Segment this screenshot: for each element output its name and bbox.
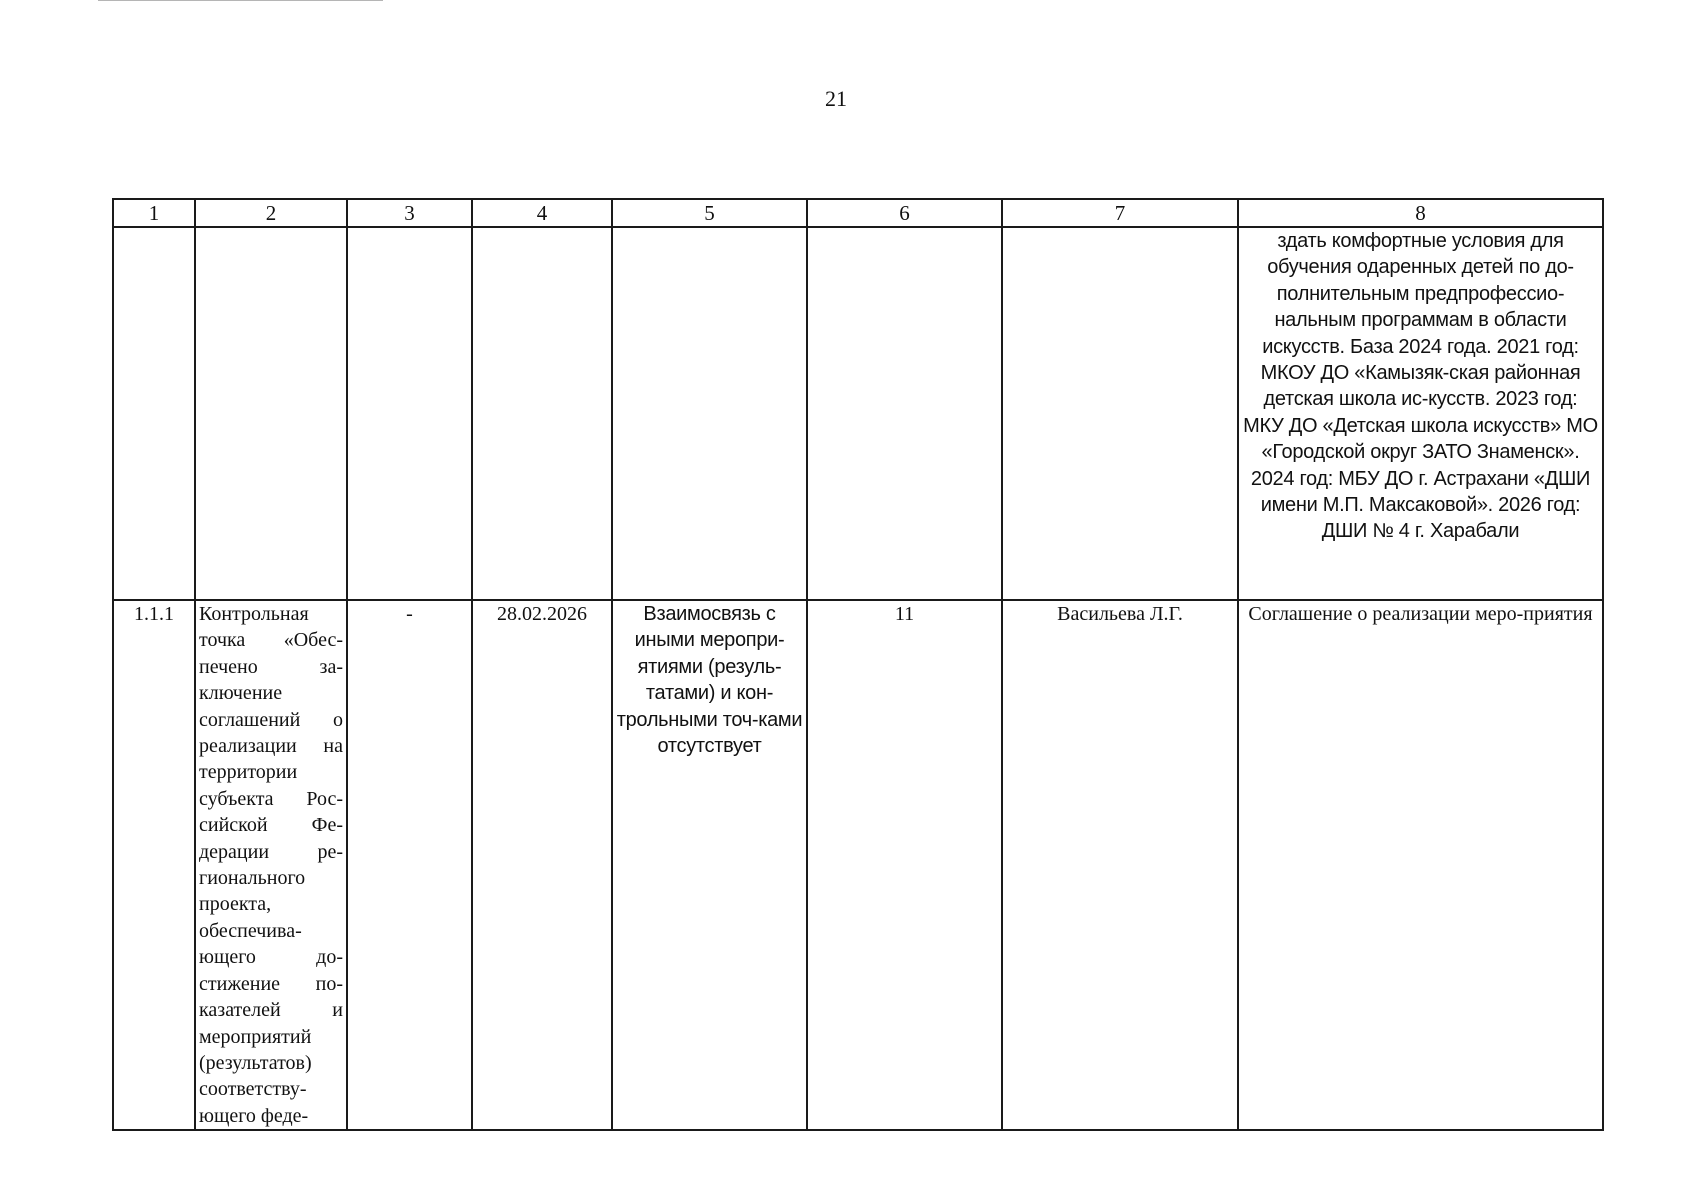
empty-cell [195,227,347,600]
column-header-8: 8 [1238,199,1603,227]
start-date-cell: - [347,600,472,1130]
column-header-5: 5 [612,199,807,227]
column-header-6: 6 [807,199,1002,227]
item-name-cell: Контрольная точка «Обес-печено за-ключение соглашений о реализации на территории субъекта Рос-сийской Фе-дерации ре-гионального проекта, обеспечива-ющего до-стижение по-казателей и мероприятий (результатов) соответству-ющего феде- [195,600,347,1130]
empty-cell [1002,227,1238,600]
relation-cell: Взаимосвязь с иными меропри-ятиями (резуль-татами) и кон-трольными точ-ками отсутствует [612,600,807,1130]
empty-cell [472,227,612,600]
code-cell: 11 [807,600,1002,1130]
end-date-cell: 28.02.2026 [472,600,612,1130]
column-header-7: 7 [1002,199,1238,227]
item-number-cell: 1.1.1 [113,600,195,1130]
empty-cell [347,227,472,600]
column-header-4: 4 [472,199,612,227]
table-row-continuation [113,227,1603,600]
document-cell: Соглашение о реализации меро-приятия [1238,600,1603,1130]
table-header-row [113,199,1603,227]
empty-cell [113,227,195,600]
scan-edge-mark [98,0,383,1]
column-header-1: 1 [113,199,195,227]
empty-cell [612,227,807,600]
empty-cell [807,227,1002,600]
plan-table [112,198,1604,1131]
table-row-1-1-1 [113,600,1603,1130]
page-number: 21 [825,86,847,111]
responsible-cell: Васильева Л.Г. [1002,600,1238,1130]
column-header-3: 3 [347,199,472,227]
continuation-description-cell: здать комфортные условия для обучения одаренных детей по до-полнительным предпрофессио-нальным программам в области искусств. База 2024 года. 2021 год: МКОУ ДО «Камызяк-ская районная детская школа ис-кусств. 2023 год: МКУ ДО «Детская школа искусств» МО «Городской округ ЗАТО Знаменск». 2024 год: МБУ ДО г. Астрахани «ДШИ имени М.П. Максаковой». 2026 год: ДШИ № 4 г. Харабали [1238,227,1603,600]
column-header-2: 2 [195,199,347,227]
